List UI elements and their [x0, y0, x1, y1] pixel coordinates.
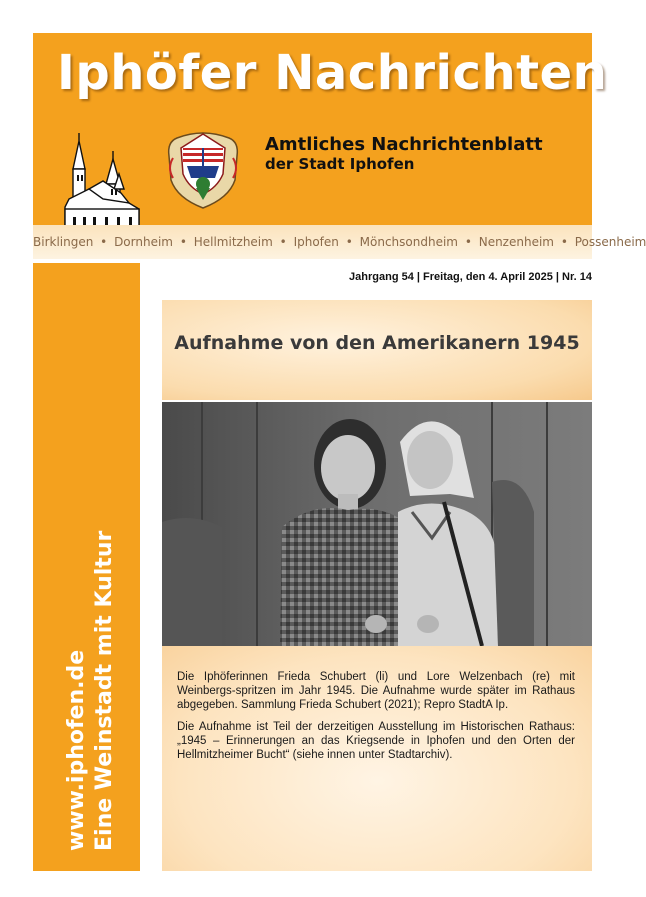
village-separator: •	[179, 235, 187, 249]
village-separator: •	[345, 235, 353, 249]
caption-paragraph: Die Aufnahme ist Teil der derzeitigen Ausstellung im Historischen Rathaus: „1945 – Erinnerungen an das Kriegsende in Iphofen und den Orten der Hellmitzheimer Bucht“ (siehe innen unter Stadtarchiv).	[177, 721, 575, 761]
village-item: Dornheim	[114, 235, 173, 249]
caption-panel	[162, 646, 592, 871]
sidebar-text	[63, 531, 119, 851]
masthead	[33, 33, 608, 225]
official-gazette-label	[265, 134, 543, 174]
coat-of-arms-icon	[163, 128, 243, 210]
village-item: Birklingen	[33, 235, 94, 249]
village-item: Nenzenheim	[478, 235, 554, 249]
village-item: Mönchsondheim	[359, 235, 458, 249]
village-separator: •	[560, 235, 568, 249]
village-list	[33, 225, 646, 259]
historical-photo	[162, 402, 592, 646]
caption-paragraph: Die Iphöferinnen Frieda Schubert (li) und Lore Welzenbach (re) mit Weinbergs-spritzen im Jahr 1945. Die Aufnahme wurde später im Rathaus abgegeben. Sammlung Frieda Schubert (2021); Repro StadtA Ip.	[177, 671, 575, 711]
website-link[interactable]: www.iphofen.de	[64, 649, 89, 851]
village-separator: •	[464, 235, 472, 249]
city-slogan: Eine Weinstadt mit Kultur	[92, 530, 117, 851]
village-separator: •	[100, 235, 108, 249]
gazette-line-2: der Stadt Iphofen	[265, 155, 415, 173]
masthead-title: Iphöfer Nachrichten	[57, 45, 608, 101]
article-title: Aufnahme von den Amerikanern 1945	[174, 332, 580, 354]
village-separator: •	[279, 235, 287, 249]
village-item: Possenheim	[574, 235, 646, 249]
article-title-panel	[162, 300, 592, 400]
village-item: Iphofen	[293, 235, 339, 249]
gazette-line-1: Amtliches Nachrichtenblatt	[265, 134, 543, 155]
village-item: Hellmitzheim	[193, 235, 273, 249]
issue-info: Jahrgang 54 | Freitag, den 4. April 2025 | Nr. 14	[349, 271, 592, 283]
photo-caption	[177, 670, 575, 770]
sidebar	[33, 263, 140, 871]
